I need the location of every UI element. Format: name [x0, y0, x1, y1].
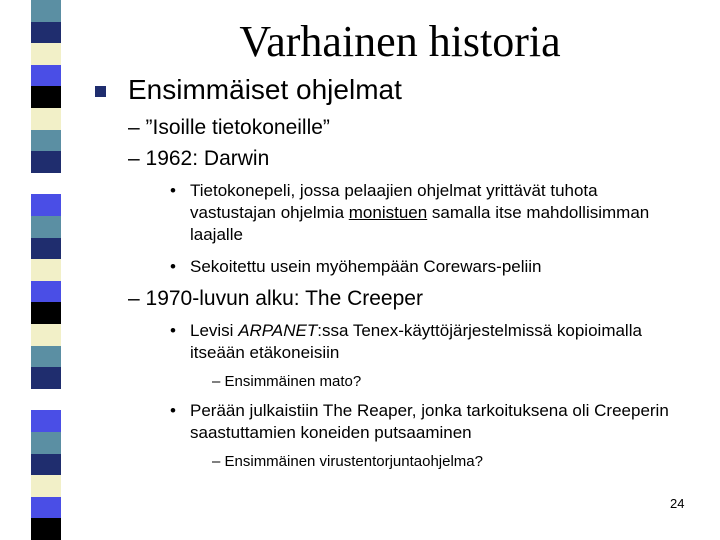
darwin-text-b: samalla itse mahdollisimman laajalle: [190, 203, 650, 244]
bullet-dot-icon: •: [170, 181, 176, 200]
stripe-segment: [31, 454, 61, 476]
stripe-segment: [31, 518, 61, 540]
stripe-segment: [31, 65, 61, 87]
stripe-segment: [31, 238, 61, 260]
subitem-creeper: – 1970-luvun alku: The Creeper: [128, 287, 423, 310]
decorative-stripe-bar: [31, 0, 61, 540]
square-bullet-icon: [95, 86, 106, 97]
page-number: 24: [670, 496, 685, 511]
stripe-segment: [31, 216, 61, 238]
bullet-dot-icon: •: [170, 257, 176, 276]
stripe-segment: [31, 346, 61, 368]
underlined-term: monistuen: [348, 203, 428, 222]
subitem-darwin: – 1962: Darwin: [128, 147, 270, 170]
level1-heading: Ensimmäiset ohjelmat: [128, 74, 402, 105]
stripe-segment: [31, 324, 61, 346]
subitem-large-computers: – ”Isoille tietokoneille”: [128, 116, 330, 139]
note-first-antivirus: – Ensimmäinen virustentorjuntaohjelma?: [212, 453, 483, 470]
stripe-segment: [31, 22, 61, 44]
stripe-segment: [31, 302, 61, 324]
stripe-segment: [31, 410, 61, 432]
stripe-segment: [31, 497, 61, 519]
stripe-segment: [31, 194, 61, 216]
darwin-text-a: Tietokonepeli, jossa pelaajien ohjelmat yrittävät tuhota vastustajan ohjelmia: [190, 181, 598, 222]
stripe-segment: [31, 475, 61, 497]
stripe-segment: [31, 0, 61, 22]
stripe-segment: [31, 432, 61, 454]
slide-title: Varhainen historia: [239, 17, 561, 66]
stripe-segment: [31, 173, 61, 195]
arpanet-term: ARPANET: [238, 321, 318, 340]
stripe-segment: [31, 130, 61, 152]
bullet-dot-icon: •: [170, 321, 176, 340]
stripe-segment: [31, 281, 61, 303]
stripe-segment: [31, 86, 61, 108]
reaper-text: Perään julkaistiin The Reaper, jonka tarkoituksena oli Creeperin saastuttamien koneiden putsaaminen: [190, 401, 669, 442]
bullet-dot-icon: •: [170, 401, 176, 420]
stripe-segment: [31, 259, 61, 281]
note-first-worm: – Ensimmäinen mato?: [212, 373, 362, 390]
stripe-segment: [31, 108, 61, 130]
stripe-segment: [31, 367, 61, 389]
creeper-text-a: Levisi: [190, 321, 239, 340]
stripe-segment: [31, 43, 61, 65]
stripe-segment: [31, 389, 61, 411]
stripe-segment: [31, 151, 61, 173]
darwin-text-c: Sekoitettu usein myöhempään Corewars-peliin: [190, 257, 542, 276]
creeper-text-b: :ssa Tenex-käyttöjärjestelmissä kopioimalla itseään etäkoneisiin: [190, 321, 642, 362]
